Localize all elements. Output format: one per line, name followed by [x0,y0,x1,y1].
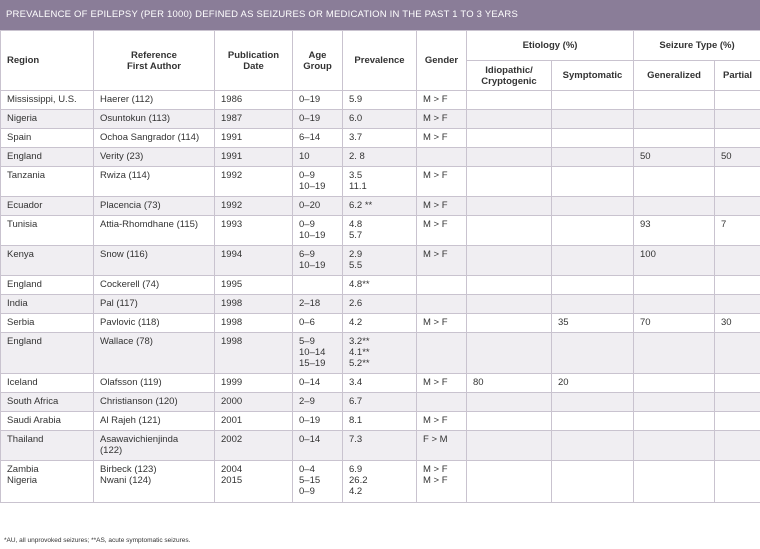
cell-generalized [634,461,715,503]
cell-author: Verity (23) [94,148,215,167]
cell-idiopathic [467,197,552,216]
cell-idiopathic [467,314,552,333]
cell-generalized [634,197,715,216]
cell-gender [417,295,467,314]
cell-generalized: 100 [634,246,715,276]
cell-author: Birbeck (123) Nwani (124) [94,461,215,503]
cell-partial [715,91,760,110]
cell-gender: M > F [417,314,467,333]
cell-partial [715,295,760,314]
cell-prevalence: 3.2** 4.1** 5.2** [343,333,417,374]
cell-generalized: 50 [634,148,715,167]
cell-prevalence: 3.4 [343,374,417,393]
cell-symptomatic [552,276,634,295]
cell-prevalence: 2.9 5.5 [343,246,417,276]
table-row [1,314,760,333]
cell-idiopathic [467,216,552,246]
table-row [1,431,760,461]
cell-symptomatic [552,216,634,246]
header-idiopathic: Idiopathic/ Cryptogenic [467,61,552,91]
cell-region: Tanzania [1,167,94,197]
header-seizure-type: Seizure Type (%) [634,31,760,61]
table-row [1,129,760,148]
cell-date: 1998 [215,314,293,333]
prevalence-table [0,30,760,503]
cell-idiopathic [467,129,552,148]
cell-generalized: 93 [634,216,715,246]
cell-idiopathic [467,333,552,374]
cell-generalized [634,374,715,393]
header-prevalence: Prevalence [343,31,417,91]
cell-partial [715,431,760,461]
cell-age-group [293,276,343,295]
cell-author: Osuntokun (113) [94,110,215,129]
header-partial: Partial [715,61,760,91]
cell-idiopathic [467,246,552,276]
cell-date: 1986 [215,91,293,110]
cell-partial [715,276,760,295]
cell-symptomatic [552,91,634,110]
cell-gender: M > F [417,110,467,129]
cell-gender: M > F [417,91,467,110]
cell-date: 1999 [215,374,293,393]
cell-idiopathic [467,91,552,110]
cell-gender [417,333,467,374]
cell-gender: M > F [417,374,467,393]
header-gender: Gender [417,31,467,91]
cell-author: Rwiza (114) [94,167,215,197]
table-row [1,246,760,276]
cell-partial [715,333,760,374]
cell-date: 1998 [215,295,293,314]
cell-prevalence: 5.9 [343,91,417,110]
cell-region: South Africa [1,393,94,412]
cell-idiopathic [467,461,552,503]
cell-prevalence: 8.1 [343,412,417,431]
table-row [1,167,760,197]
cell-generalized [634,129,715,148]
cell-generalized: 70 [634,314,715,333]
cell-region: Zambia Nigeria [1,461,94,503]
cell-date: 2001 [215,412,293,431]
cell-symptomatic [552,246,634,276]
cell-date: 1995 [215,276,293,295]
cell-gender: F > M [417,431,467,461]
cell-date: 1991 [215,129,293,148]
cell-region: Thailand [1,431,94,461]
cell-prevalence: 2.6 [343,295,417,314]
cell-region: India [1,295,94,314]
cell-prevalence: 7.3 [343,431,417,461]
cell-age-group: 0–20 [293,197,343,216]
cell-gender: M > F [417,167,467,197]
cell-date: 1992 [215,167,293,197]
cell-generalized [634,393,715,412]
cell-age-group: 2–9 [293,393,343,412]
cell-age-group: 0–6 [293,314,343,333]
cell-author: Placencia (73) [94,197,215,216]
cell-idiopathic [467,295,552,314]
cell-generalized [634,167,715,197]
cell-generalized [634,412,715,431]
cell-partial: 50 [715,148,760,167]
cell-partial: 30 [715,314,760,333]
cell-idiopathic [467,431,552,461]
cell-date: 1992 [215,197,293,216]
cell-symptomatic [552,167,634,197]
cell-prevalence: 6.9 26.2 4.2 [343,461,417,503]
cell-age-group: 10 [293,148,343,167]
table-row [1,197,760,216]
cell-prevalence: 3.5 11.1 [343,167,417,197]
cell-author: Pal (117) [94,295,215,314]
header-generalized: Generalized [634,61,715,91]
cell-author: Ochoa Sangrador (114) [94,129,215,148]
cell-prevalence: 4.8** [343,276,417,295]
cell-date: 2004 2015 [215,461,293,503]
cell-age-group: 0–19 [293,91,343,110]
cell-prevalence: 6.7 [343,393,417,412]
cell-age-group: 2–18 [293,295,343,314]
cell-author: Pavlovic (118) [94,314,215,333]
cell-age-group: 0–14 [293,374,343,393]
header-etiology: Etiology (%) [467,31,634,61]
header-age-group: Age Group [293,31,343,91]
cell-age-group: 0–19 [293,110,343,129]
cell-idiopathic [467,393,552,412]
table-row [1,412,760,431]
cell-symptomatic [552,148,634,167]
cell-author: Attia-Rhomdhane (115) [94,216,215,246]
cell-age-group: 0–4 5–15 0–9 [293,461,343,503]
cell-region: England [1,276,94,295]
cell-generalized [634,431,715,461]
cell-idiopathic: 80 [467,374,552,393]
cell-partial [715,197,760,216]
cell-partial [715,167,760,197]
cell-gender [417,148,467,167]
cell-generalized [634,333,715,374]
table-row [1,393,760,412]
cell-author: Christianson (120) [94,393,215,412]
cell-idiopathic [467,276,552,295]
cell-prevalence: 6.2 ** [343,197,417,216]
cell-symptomatic [552,295,634,314]
cell-symptomatic [552,431,634,461]
cell-partial [715,374,760,393]
cell-date: 1991 [215,148,293,167]
cell-symptomatic [552,129,634,148]
table-row [1,148,760,167]
cell-symptomatic: 35 [552,314,634,333]
cell-symptomatic [552,412,634,431]
cell-region: Iceland [1,374,94,393]
header-publication-date: Publication Date [215,31,293,91]
cell-author: Asawavichienjinda (122) [94,431,215,461]
table-row [1,295,760,314]
cell-region: England [1,148,94,167]
table-row [1,374,760,393]
cell-region: Ecuador [1,197,94,216]
cell-region: Kenya [1,246,94,276]
cell-symptomatic [552,393,634,412]
cell-partial: 7 [715,216,760,246]
header-symptomatic: Symptomatic [552,61,634,91]
cell-region: Spain [1,129,94,148]
cell-author: Al Rajeh (121) [94,412,215,431]
table-row [1,276,760,295]
cell-gender [417,276,467,295]
table-row [1,91,760,110]
cell-prevalence: 4.2 [343,314,417,333]
cell-idiopathic [467,412,552,431]
cell-generalized [634,276,715,295]
cell-region: England [1,333,94,374]
cell-symptomatic [552,197,634,216]
header-reference: Reference First Author [94,31,215,91]
table-row [1,333,760,374]
cell-date: 1993 [215,216,293,246]
cell-partial [715,461,760,503]
cell-symptomatic [552,110,634,129]
cell-author: Haerer (112) [94,91,215,110]
cell-prevalence: 3.7 [343,129,417,148]
table-title: PREVALENCE OF EPILEPSY (PER 1000) DEFINED AS SEIZURES OR MEDICATION IN THE PAST 1 TO 3 YEARS [0,0,760,30]
cell-author: Wallace (78) [94,333,215,374]
cell-age-group: 6–9 10–19 [293,246,343,276]
cell-idiopathic [467,148,552,167]
cell-prevalence: 6.0 [343,110,417,129]
cell-partial [715,110,760,129]
table-body [1,91,760,503]
cell-prevalence: 4.8 5.7 [343,216,417,246]
cell-age-group: 5–9 10–14 15–19 [293,333,343,374]
cell-symptomatic: 20 [552,374,634,393]
cell-date: 1994 [215,246,293,276]
cell-idiopathic [467,167,552,197]
cell-date: 1998 [215,333,293,374]
cell-age-group: 0–9 10–19 [293,167,343,197]
table-row [1,216,760,246]
cell-age-group: 0–19 [293,412,343,431]
cell-partial [715,393,760,412]
cell-author: Olafsson (119) [94,374,215,393]
cell-region: Mississippi, U.S. [1,91,94,110]
cell-gender: M > F [417,412,467,431]
cell-gender [417,393,467,412]
cell-author: Cockerell (74) [94,276,215,295]
cell-gender: M > F [417,216,467,246]
cell-gender: M > F [417,129,467,148]
cell-gender: M > F [417,197,467,216]
cell-symptomatic [552,461,634,503]
cell-generalized [634,110,715,129]
cell-age-group: 0–14 [293,431,343,461]
cell-region: Nigeria [1,110,94,129]
cell-date: 2002 [215,431,293,461]
cell-partial [715,412,760,431]
cell-region: Tunisia [1,216,94,246]
cell-gender: M > F [417,246,467,276]
cell-age-group: 6–14 [293,129,343,148]
cell-region: Saudi Arabia [1,412,94,431]
cell-region: Serbia [1,314,94,333]
cell-partial [715,246,760,276]
header-region: Region [1,31,94,91]
cell-age-group: 0–9 10–19 [293,216,343,246]
cell-date: 1987 [215,110,293,129]
cell-gender: M > F M > F [417,461,467,503]
footnote: *AU, all unprovoked seizures; **AS, acute symptomatic seizures. [4,537,191,544]
cell-partial [715,129,760,148]
cell-author: Snow (116) [94,246,215,276]
cell-date: 2000 [215,393,293,412]
cell-idiopathic [467,110,552,129]
cell-generalized [634,295,715,314]
table-row [1,110,760,129]
cell-symptomatic [552,333,634,374]
table-row [1,461,760,503]
cell-generalized [634,91,715,110]
cell-prevalence: 2. 8 [343,148,417,167]
